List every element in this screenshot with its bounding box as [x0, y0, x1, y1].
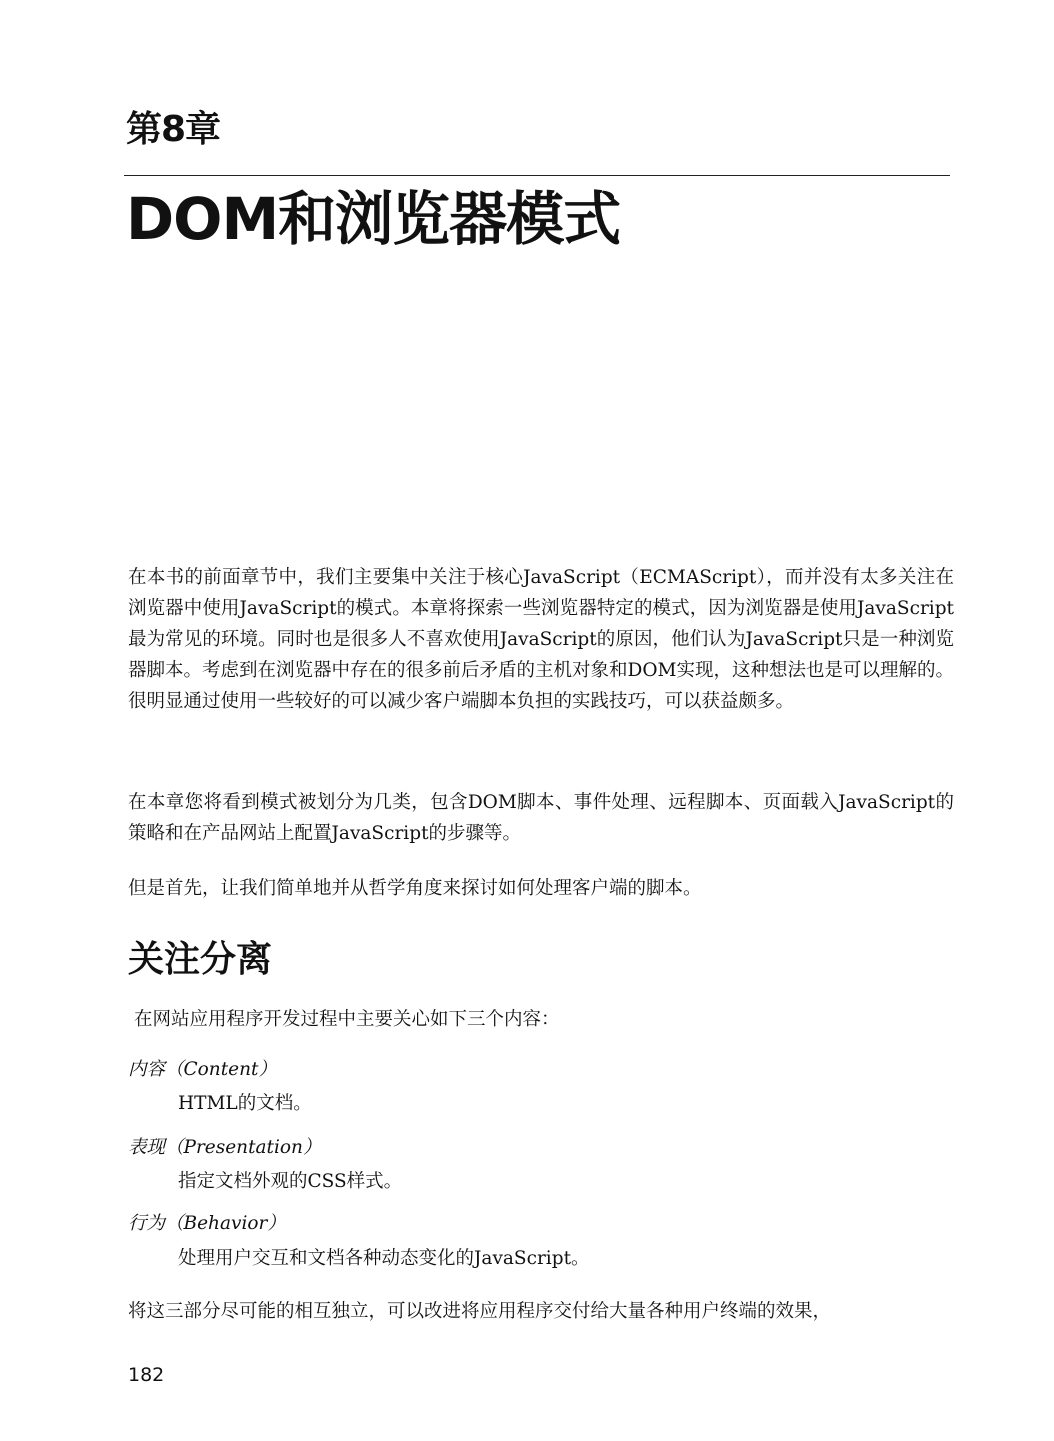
chapter-divider	[124, 175, 950, 176]
section-intro: 在网站应用程序开发过程中主要关心如下三个内容：	[134, 1009, 560, 1030]
section-heading: 关注分离	[128, 939, 273, 980]
closing-paragraph: 将这三部分尽可能的相互独立，可以改进将应用程序交付给大量各种用户终端的效果，	[128, 1301, 832, 1322]
chapter-label: 第8章	[126, 109, 221, 150]
page-number: 182	[128, 1364, 165, 1386]
definition-description: 处理用户交互和文档各种动态变化的JavaScript。	[178, 1248, 590, 1269]
intro-paragraph: 但是首先，让我们简单地并从哲学角度来探讨如何处理客户端的脚本。	[128, 878, 702, 899]
definition-term: 内容（Content）	[128, 1059, 277, 1080]
definition-description: 指定文档外观的CSS样式。	[178, 1171, 403, 1192]
definition-term: 表现（Presentation）	[128, 1137, 322, 1158]
intro-paragraph: 在本书的前面章节中，我们主要集中关注于核心JavaScript（ECMAScript），而并没有太多关注在浏览器中使用JavaScript的模式。本章将探索一些浏览器特定的模式，因为浏览器是使用JavaScript最为常见的环境。同时也是很多人不喜欢使用JavaScript的原因，他们认为JavaScript只是一种浏览器脚本。考虑到在浏览器中存在的很多前后矛盾的主机对象和DOM实现，这种想法也是可以理解的。很明显通过使用一些较好的可以减少客户端脚本负担的实践技巧，可以获益颇多。	[128, 567, 954, 712]
intro-paragraph: 在本章您将看到模式被划分为几类，包含DOM脚本、事件处理、远程脚本、页面载入JavaScript的策略和在产品网站上配置JavaScript的步骤等。	[128, 792, 954, 844]
definition-term: 行为（Behavior）	[128, 1213, 286, 1234]
definition-description: HTML的文档。	[178, 1093, 312, 1114]
chapter-title: DOM和浏览器模式	[126, 185, 621, 253]
